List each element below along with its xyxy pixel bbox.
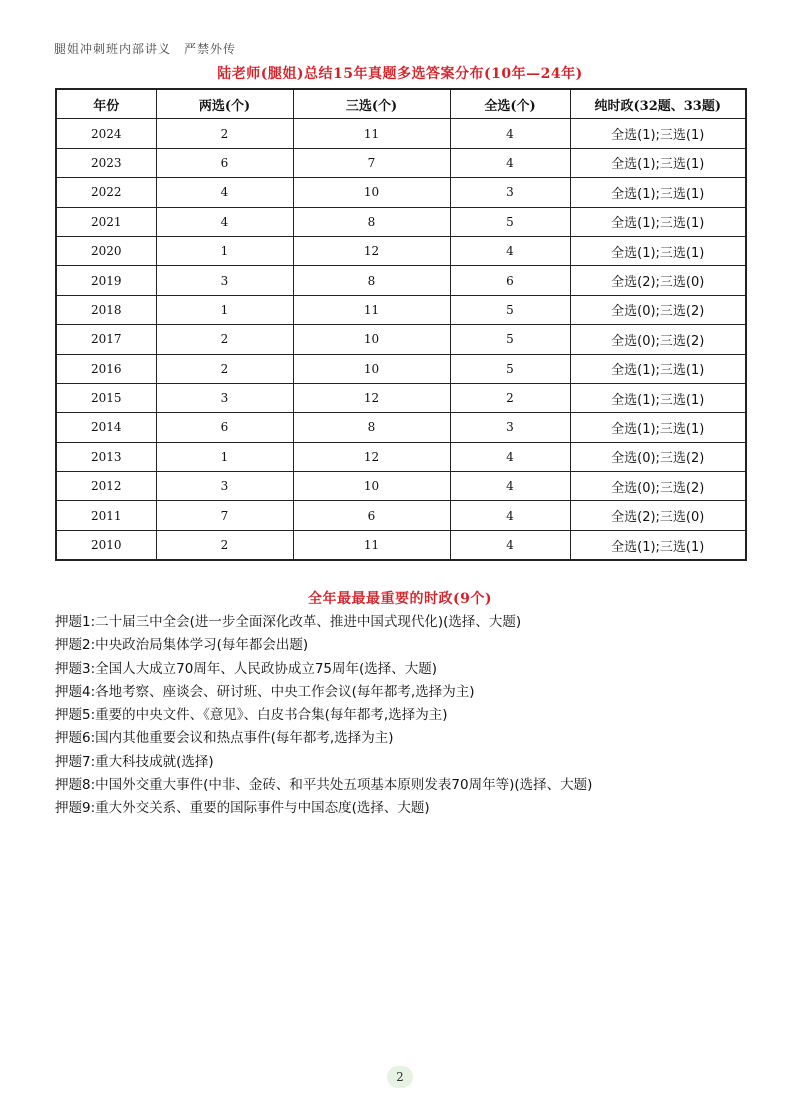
- current-affairs-cell: 全选(1);三选(1): [570, 530, 746, 560]
- topic-item: 押题3:全国人大成立70周年、人民政协成立75周年(选择、大题): [55, 660, 438, 677]
- column-header: 两选(个): [156, 89, 293, 119]
- table-row: [56, 207, 746, 236]
- current-affairs-cell: 全选(0);三选(2): [570, 295, 746, 324]
- all-choice-cell: 4: [450, 236, 570, 265]
- all-choice-cell: 4: [450, 530, 570, 560]
- all-choice-cell: 4: [450, 472, 570, 501]
- current-affairs-cell: 全选(1);三选(1): [570, 413, 746, 442]
- two-choice-cell: 3: [156, 472, 293, 501]
- table-title: 陆老师(腿姐)总结15年真题多选答案分布(10年—24年): [217, 66, 583, 82]
- current-affairs-cell: 全选(0);三选(2): [570, 442, 746, 471]
- year-cell: 2022: [56, 178, 156, 207]
- all-choice-cell: 6: [450, 266, 570, 295]
- all-choice-cell: 4: [450, 119, 570, 148]
- table-row: [56, 266, 746, 295]
- three-choice-cell: 11: [293, 530, 450, 560]
- year-cell: 2019: [56, 266, 156, 295]
- year-cell: 2023: [56, 148, 156, 177]
- topic-item: 押题1:二十届三中全会(进一步全面深化改革、推进中国式现代化)(选择、大题): [55, 614, 522, 630]
- three-choice-cell: 6: [293, 501, 450, 530]
- all-choice-cell: 5: [450, 354, 570, 383]
- three-choice-cell: 12: [293, 236, 450, 265]
- three-choice-cell: 10: [293, 472, 450, 501]
- topic-item: 押题5:重要的中央文件、《意见》、白皮书合集(每年都考,选择为主): [55, 707, 448, 724]
- all-choice-cell: 5: [450, 325, 570, 354]
- three-choice-cell: 8: [293, 266, 450, 295]
- topic-item: 押题4:各地考察、座谈会、研讨班、中央工作会议(每年都考,选择为主): [55, 683, 475, 700]
- two-choice-cell: 2: [156, 119, 293, 148]
- all-choice-cell: 4: [450, 442, 570, 471]
- table-row: [56, 148, 746, 177]
- topic-list: [55, 611, 755, 821]
- year-cell: 2013: [56, 442, 156, 471]
- year-cell: 2011: [56, 501, 156, 530]
- table-row: [56, 325, 746, 354]
- table-row: [56, 530, 746, 560]
- three-choice-cell: 11: [293, 119, 450, 148]
- current-affairs-cell: 全选(2);三选(0): [570, 501, 746, 530]
- topic-item: 押题6:国内其他重要会议和热点事件(每年都考,选择为主): [55, 730, 394, 747]
- all-choice-cell: 5: [450, 207, 570, 236]
- year-cell: 2014: [56, 413, 156, 442]
- table-row: [56, 236, 746, 265]
- current-affairs-cell: 全选(1);三选(1): [570, 119, 746, 148]
- column-header: 三选(个): [293, 89, 450, 119]
- table-row: [56, 178, 746, 207]
- table-body: [56, 119, 746, 560]
- table-row: [56, 501, 746, 530]
- column-header: 纯时政(32题、33题): [570, 89, 746, 119]
- three-choice-cell: 10: [293, 354, 450, 383]
- all-choice-cell: 3: [450, 413, 570, 442]
- table-row: [56, 472, 746, 501]
- three-choice-cell: 10: [293, 325, 450, 354]
- year-cell: 2016: [56, 354, 156, 383]
- two-choice-cell: 1: [156, 442, 293, 471]
- three-choice-cell: 10: [293, 178, 450, 207]
- section-title: 全年最最最重要的时政(9个): [308, 591, 492, 607]
- two-choice-cell: 6: [156, 413, 293, 442]
- year-cell: 2012: [56, 472, 156, 501]
- three-choice-cell: 12: [293, 383, 450, 412]
- two-choice-cell: 1: [156, 236, 293, 265]
- year-cell: 2018: [56, 295, 156, 324]
- all-choice-cell: 5: [450, 295, 570, 324]
- current-affairs-cell: 全选(1);三选(1): [570, 148, 746, 177]
- topic-item: 押题2:中央政治局集体学习(每年都会出题): [55, 637, 309, 654]
- current-affairs-cell: 全选(1);三选(1): [570, 354, 746, 383]
- two-choice-cell: 7: [156, 501, 293, 530]
- year-cell: 2010: [56, 530, 156, 560]
- table-header-row: [56, 89, 746, 119]
- current-affairs-cell: 全选(1);三选(1): [570, 236, 746, 265]
- all-choice-cell: 2: [450, 383, 570, 412]
- current-affairs-cell: 全选(2);三选(0): [570, 266, 746, 295]
- column-header: 全选(个): [450, 89, 570, 119]
- three-choice-cell: 8: [293, 413, 450, 442]
- year-cell: 2015: [56, 383, 156, 412]
- two-choice-cell: 3: [156, 266, 293, 295]
- current-affairs-cell: 全选(1);三选(1): [570, 383, 746, 412]
- year-cell: 2021: [56, 207, 156, 236]
- header-note: 腿姐冲刺班内部讲义 严禁外传: [54, 42, 237, 56]
- page-number: 2: [387, 1066, 413, 1088]
- two-choice-cell: 1: [156, 295, 293, 324]
- three-choice-cell: 12: [293, 442, 450, 471]
- table-row: [56, 354, 746, 383]
- year-cell: 2017: [56, 325, 156, 354]
- all-choice-cell: 4: [450, 148, 570, 177]
- two-choice-cell: 2: [156, 325, 293, 354]
- table-row: [56, 413, 746, 442]
- three-choice-cell: 11: [293, 295, 450, 324]
- current-affairs-cell: 全选(0);三选(2): [570, 325, 746, 354]
- current-affairs-cell: 全选(0);三选(2): [570, 472, 746, 501]
- three-choice-cell: 7: [293, 148, 450, 177]
- two-choice-cell: 6: [156, 148, 293, 177]
- current-affairs-cell: 全选(1);三选(1): [570, 178, 746, 207]
- topic-item: 押题7:重大科技成就(选择): [55, 753, 214, 770]
- all-choice-cell: 4: [450, 501, 570, 530]
- column-header: 年份: [56, 89, 156, 119]
- table-row: [56, 442, 746, 471]
- table-row: [56, 383, 746, 412]
- topic-item: 押题9:重大外交关系、重要的国际事件与中国态度(选择、大题): [55, 800, 430, 817]
- three-choice-cell: 8: [293, 207, 450, 236]
- topic-item: 押题8:中国外交重大事件(中非、金砖、和平共处五项基本原则发表70周年等)(选择、大题): [55, 777, 593, 794]
- year-cell: 2024: [56, 119, 156, 148]
- two-choice-cell: 2: [156, 530, 293, 560]
- table-row: [56, 119, 746, 148]
- table-row: [56, 295, 746, 324]
- year-cell: 2020: [56, 236, 156, 265]
- two-choice-cell: 4: [156, 207, 293, 236]
- two-choice-cell: 2: [156, 354, 293, 383]
- all-choice-cell: 3: [450, 178, 570, 207]
- two-choice-cell: 3: [156, 383, 293, 412]
- current-affairs-cell: 全选(1);三选(1): [570, 207, 746, 236]
- answer-distribution-table: [55, 88, 747, 561]
- two-choice-cell: 4: [156, 178, 293, 207]
